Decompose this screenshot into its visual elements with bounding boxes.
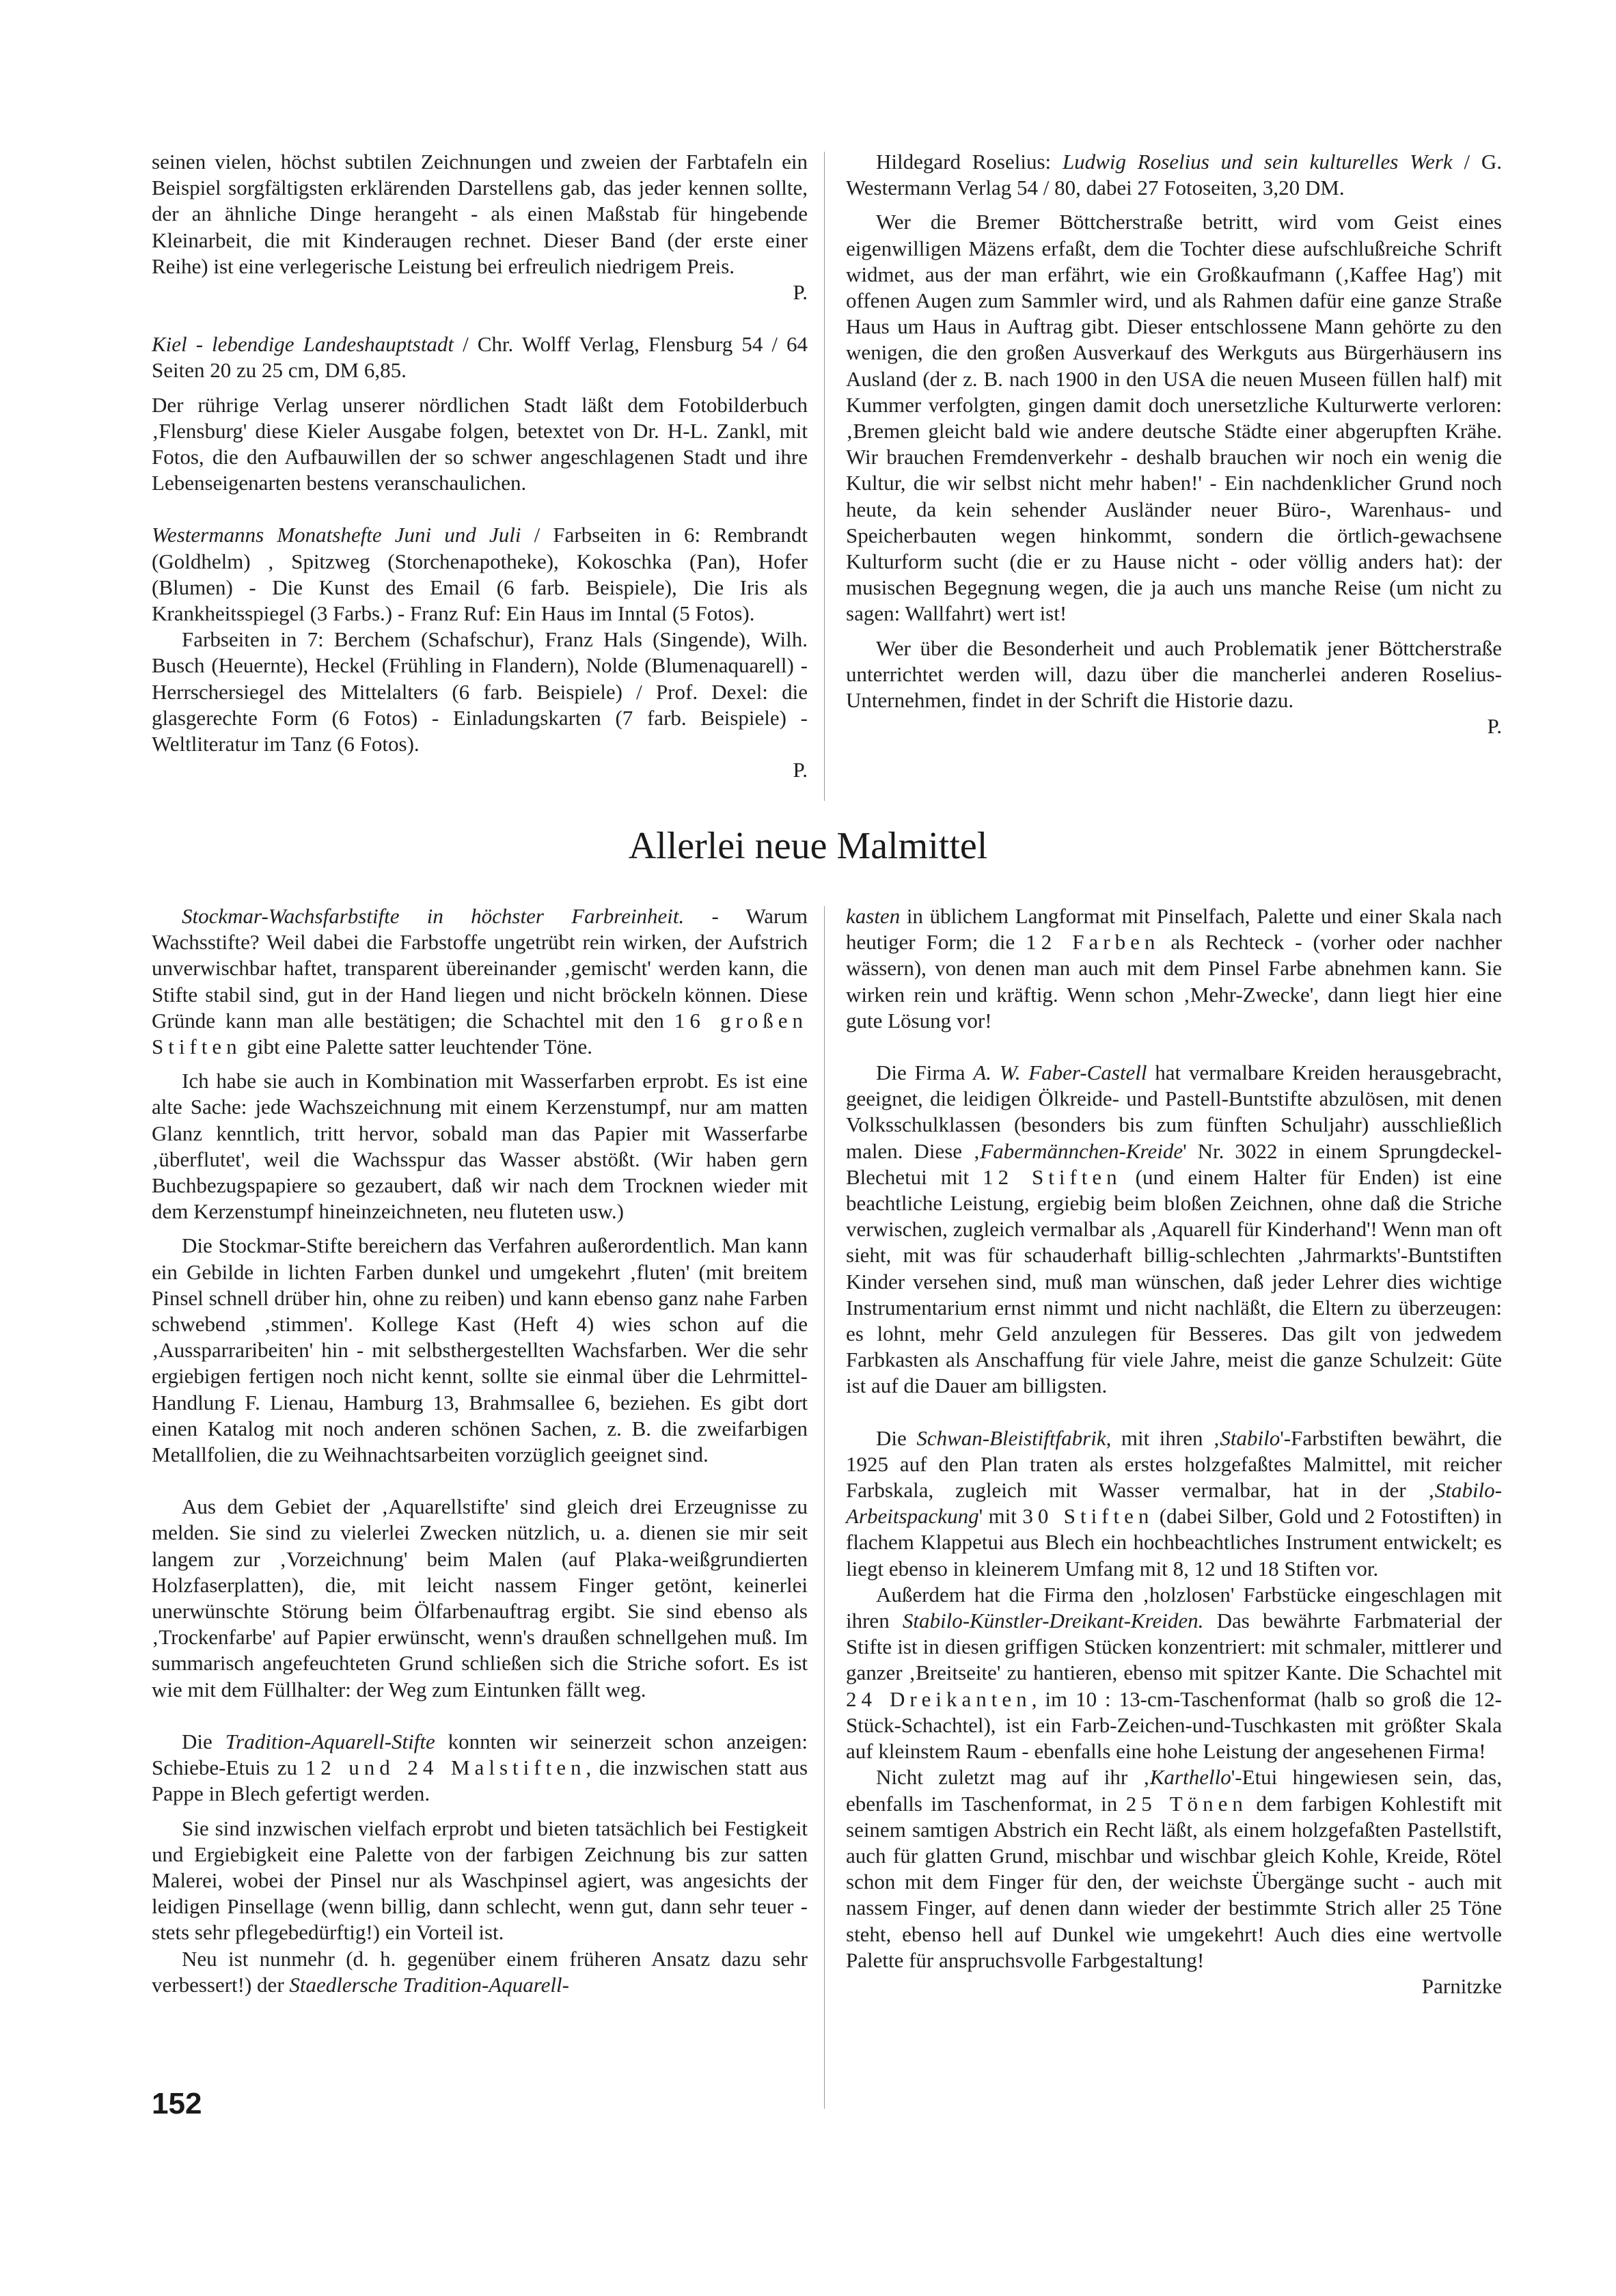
tradition-paragraph: Die Tradition-Aquarell-Stifte konnten wir seinerzeit schon anzeigen: Schiebe-Etuis zu 12 und 24 Malstiften, die inzwischen statt aus Pappe in Blech gefertigt werden.: [152, 1729, 808, 1806]
stockmar-title: Stockmar-Wachsfarbstifte in höchster Farbreinheit.: [182, 904, 685, 928]
roselius-review-heading: Hildegard Roselius: Ludwig Roselius und sein kulturelles Werk / G. Westermann Verlag 54 / 80, dabei 27 Fotoseiten, 3,20 DM.: [846, 150, 1502, 200]
kiel-review-text: Der rührige Verlag unserer nördlichen Stadt läßt dem Fotobilderbuch ‚Flensburg' diese Kieler Ausgabe folgen, betextet von Dr. H-L. Zankl, mit Fotos, die den Aufbauwillen der so schwer angeschlagenen Stadt und ihre Lebenseigenarten bestens veranschaulichen.: [152, 392, 808, 495]
westermann-signature: P.: [793, 758, 808, 782]
karthello-paragraph: Nicht zuletzt mag auf ihr ‚Karthello'-Etui hingewiesen sein, das, ebenfalls im Taschenformat, in 25 Tönen dem farbigen Kohlestift mit seinem samtigen Abstrich ein Recht läßt, als einem holzgefaßten Pastellstift, auch für glatten Grund, mischbar und wischbar gleich Kohle, Kreide, Rötel schon mit dem Finger für den, der weichste Übergänge sucht - auch mit nassem Finger, auf denen dann wieder der bestimmte Strich aller 25 Töne steht, ebenso hell auf Dunkel wie umgekehrt! Auch dies eine wertvolle Palette für anspruchsvolle Farbgestaltung!: [846, 1765, 1503, 1972]
schwan-paragraph: Die Schwan-Bleistiftfabrik, mit ihren ‚Stabilo'-Farbstiften bewährt, die 1925 auf den Plan traten als erstes holzgefaßtes Malmittel, mit reicher Farbskala, zugleich mit Wasser vermalbar, hat in der ‚Stabilo-Arbeitspackung' mit 30 Stiften (dabei Silber, Gold und 2 Fotostiften) in flachem Klappetui aus Blech ein hochbeachtliches Instrument entwickelt; es liegt ebenso in kleinerem Umfang mit 8, 12 und 18 Stiften vor.: [846, 1425, 1502, 1581]
stockmar-paragraph: Stockmar-Wachsfarbstifte in höchster Farbreinheit. - Warum Wachsstifte? Weil dabei die Farbstoffe ungetrübt rein wirken, der Aufstrich unverwischbar haftet, transparent übereinander ‚gemischt' werden kann, die Stifte stabil sind, gut in der Hand liegen und nicht bröckeln können. Diese Gründe kann man alle bestätigen; die Schachtel mit den 16 großen Stiften gibt eine Palette satter leuchtender Töne.: [152, 904, 808, 1059]
faber-castell-name: A. W. Faber-Castell: [973, 1061, 1147, 1085]
roselius-review-text: Wer die Bremer Böttcherstraße betritt, wird vom Geist eines eigenwilligen Mäzens erfaßt, dem die Tochter diese aufschlußreiche Schrift widmet, aus der man erfährt, wie ein Großkaufmann (‚Kaffee Hag') mit offenen Augen zum Sammler wird, und als Rahmen dafür eine ganze Straße Haus um Haus in Auftrag gibt. Dieser entschlossene Mann gehörte zu den wenigen, die den großen Ausverkauf des Werkguts aus Bürgerhäusern ins Ausland (der z. B. nach 1900 in den USA die neuen Museen füllen half) mit Kummer verfolgten, gingen damit doch unersetzliche Kulturwerte verloren: ‚Bremen gleicht bald wie andere deutsche Städte einer abgerupften Krähe. Wir brauchen Fremdenverkehr - deshalb brauchen wir noch ein wenig die Kultur, die wir selbst nicht mehr haben!' - Ein nachdenklicher Grund noch heute, da kein sehender Ausländer neuer Büro-, Warenhaus- und Speicherbauten wegen hinkommt, sondern die örtlich-gewachsene Kulturform sucht (die er zu Hause nicht - oder völlig anders hat): der musischen Begegnung wegen, die ja auch uns manche Reise (um nicht zu sagen: Wallfahrt) wert ist!: [846, 210, 1502, 626]
dreikant-paragraph: Außerdem hat die Firma den ‚holzlosen' Farbstücke eingeschlagen mit ihren Stabilo-Künstler-Dreikant-Kreiden. Das bewährte Farbmaterial der Stifte ist in diesen griffigen Stücken konzentriert: mit schmaler, mittlerer und ganzer ‚Breitseite' zu hantieren, ebenso mit spitzer Kante. Die Schachtel mit 24 Dreikanten, im 10 : 13-cm-Taschenformat (halb so groß die 12-Stück-Schachtel), ist ein Farb-Zeichen-und-Tuschkasten mit größter Skala auf kleinstem Raum - ebenfalls eine hohe Leistung der angesehenen Firma!: [846, 1582, 1502, 1764]
review-signature: P.: [793, 280, 808, 305]
column-divider-bottom: [824, 906, 825, 2109]
roselius-review-text-2: Wer über die Besonderheit und auch Problematik jener Böttcherstraße unterrichtet werden will, dazu über die mancherlei anderen Roselius-Unternehmen, findet in der Schrift die Historie dazu.: [846, 636, 1502, 713]
roselius-signature: P.: [1487, 714, 1502, 739]
article-column-left: [152, 903, 808, 1998]
dreikant-title: Stabilo-Künstler-Dreikant-Kreiden.: [902, 1609, 1204, 1633]
staedler-paragraph-cont: kasten in üblichem Langformat mit Pinselfach, Palette und einer Skala nach heutiger Form; die 12 Farben als Rechteck - (vorher oder nachher wässern), von denen man auch mit dem Pinsel Farbe abnehmen kann. Sie wirken rein und kräftig. Wenn schon ‚Mehr-Zwecke', dann liegt hier eine gute Lösung vor!: [846, 904, 1502, 1033]
review-column-left: [152, 149, 808, 783]
faber-castell-paragraph: Die Firma A. W. Faber-Castell hat vermalbare Kreiden herausgebracht, geeignet, die leidigen Ölkreide- und Pastell-Buntstifte abzulösen, mit denen Volksschulklassen (besonders bis zum fünften Schuljahr) ausschließlich malen. Diese ‚Fabermännchen-Kreide' Nr. 3022 in einem Sprungdeckel-Blechetui mit 12 Stiften (und einem Halter für Enden) ist eine beachtliche Leistung, ergiebig beim bloßen Zeichnen, ohne daß die Striche verwischen, zugleich vermalbar als ‚Aquarell für Kinderhand'! Wenn man oft sieht, mit was für schauderhaft billig-schlechten ‚Jahrmarkts'-Buntstiften Kinder versehen sind, muß man wünschen, daß jeder Lehrer dies wichtige Instrumentarium ernst nimmt und nicht nachläßt, die Eltern zu überzeugen: es lohnt, mehr Geld anzulegen für Besseres. Das gilt von jedwedem Farbkasten als Anschaffung für viele Jahre, meist die ganze Schulzeit: Güte ist auf die Dauer am billigsten.: [846, 1061, 1503, 1398]
staedler-title: Staedlersche Tradition-Aquarell-: [289, 1972, 569, 1997]
westermann-title: Westermanns Monatshefte Juni und Juli: [152, 523, 521, 547]
wax-water-paragraph: Ich habe sie auch in Kombination mit Wasserfarben erprobt. Es ist eine alte Sache: jede Wachszeichnung mit einem Kerzenstumpf, nur am matten Glanz kenntlich, tritt hervor, sobald man das Papier mit Wasserfarbe ‚überflutet', weil die Wachsspur das Wasser abstößt. (Wir haben gern Buchbezugspapiere so gezaubert, daß wir nach dem Trocknen wieder mit dem Kerzenstumpf hineinzeichneten, neu fluteten usw.): [152, 1069, 808, 1224]
roselius-book-title: Ludwig Roselius und sein kulturelles Werk: [1062, 150, 1453, 174]
westermann-review-cont: Farbseiten in 7: Berchem (Schafschur), Franz Hals (Singende), Wilh. Busch (Heuernte), Heckel (Frühling in Flandern), Nolde (Blumenaquarell) - Herrschersiegel des Mittelalters (6 farb. Beispiele) / Prof. Dexel: die glasgerechte Form (6 Fotos) - Einladungskarten (7 farb. Beispiele) - Weltliteratur im Tanz (6 Fotos).: [152, 627, 808, 756]
tradition-title: Tradition-Aquarell-Stifte: [225, 1729, 435, 1753]
review-continuation: seinen vielen, höchst subtilen Zeichnungen und zweien der Farbtafeln ein Beispiel sorgfältigsten erklärenden Darstellens gab, das jeder kennen sollte, der an ähnliche Dinge herangeht - als einen Maßstab für hingebende Kleinarbeit, die mit Kinderaugen rechnet. Dieser Band (der erste einer Reihe) ist eine verlegerische Leistung bei erfreulich niedrigem Preis.: [152, 150, 808, 278]
column-divider-top: [824, 152, 825, 801]
review-column-right: [846, 149, 1502, 739]
page-number: 152: [152, 2087, 202, 2120]
tradition-tested-paragraph: Sie sind inzwischen vielfach erprobt und bieten tatsächlich bei Festigkeit und Ergiebigkeit eine Palette von der farbigen Zeichnung bis zur satten Malerei, wobei der Pinsel nur als Waschpinsel agiert, was angesichts der leidigen Pinsellage (wenn billig, dann schlecht, wenn gut, dann sehr teuer - stets sehr pflegebedürftig!) ein Vorteil ist.: [152, 1816, 808, 1945]
kiel-title: Kiel - lebendige Landeshauptstadt: [152, 332, 454, 357]
westermann-review: Westermanns Monatshefte Juni und Juli / Farbseiten in 6: Rembrandt (Goldhelm) , Spitzweg (Storchenapotheke), Kokoschka (Pan), Hofer (Blumen) - Die Kunst des Email (6 farb. Beispiele), Die Iris als Krankheitsspiegel (3 Farbs.) - Franz Ruf: Ein Haus im Inntal (5 Fotos).: [152, 523, 808, 626]
aquarell-stifte-paragraph: Aus dem Gebiet der ‚Aquarellstifte' sind gleich drei Erzeugnisse zu melden. Sie sind zu vielerlei Zwecken nützlich, u. a. dienen sie mir seit langem zur ‚Vorzeichnung' beim Malen (auf Plaka-weißgrundierten Holzfaserplatten), die, mit leicht nassem Finger getönt, keinerlei unerwünschte Störung beim Ölfarbenauftrag ergibt. Sie sind ebenso als ‚Trockenfarbe' auf Papier erwünscht, wenn's draußen schnellgehen muß. Im summarisch angefeuchteten Grund schließen sich die Striche sofort. Es ist wie mit dem Füllhalter: der Weg zum Eintunken fällt weg.: [152, 1494, 808, 1702]
article-column-right: [846, 903, 1502, 1999]
section-heading: Allerlei neue Malmittel: [628, 825, 988, 867]
schwan-name: Schwan-Bleistiftfabrik: [916, 1425, 1106, 1450]
staedler-paragraph: Neu ist nunmehr (d. h. gegenüber einem früheren Ansatz dazu sehr verbessert!) der Staedlersche Tradition-Aquarell-: [152, 1946, 808, 1997]
author-signature: Parnitzke: [1421, 1973, 1502, 1998]
stockmar-method-paragraph: Die Stockmar-Stifte bereichern das Verfahren außerordentlich. Man kann ein Gebilde in lichten Farben dunkel und umgekehrt ‚fluten' (mit breitem Pinsel schnell drüber hin, ohne zu reiben) und kann ebenso ganz nahe Farben schwebend ‚stimmen'. Kollege Kast (Heft 4) wies schon auf die ‚Aussparraribeiten' hin - mit selbsthergestellten Wachsfarben. Wer die sehr ergiebigen fertigen noch nicht kennt, sollte sie einmal über die Lehrmittel-Handlung F. Lienau, Hamburg 13, Brahmsallee 6, beziehen. Es gibt dort einen Katalog mit noch anderen schönen Sachen, z. B. die zweifarbigen Metallfolien, die zu Weihnachtsarbeiten vorzüglich geeignet sind.: [152, 1233, 808, 1467]
kiel-review-heading: Kiel - lebendige Landeshauptstadt / Chr. Wolff Verlag, Flensburg 54 / 64 Seiten 20 zu 25 cm, DM 6,85.: [152, 332, 808, 383]
karthello-name: Karthello: [1149, 1765, 1231, 1790]
